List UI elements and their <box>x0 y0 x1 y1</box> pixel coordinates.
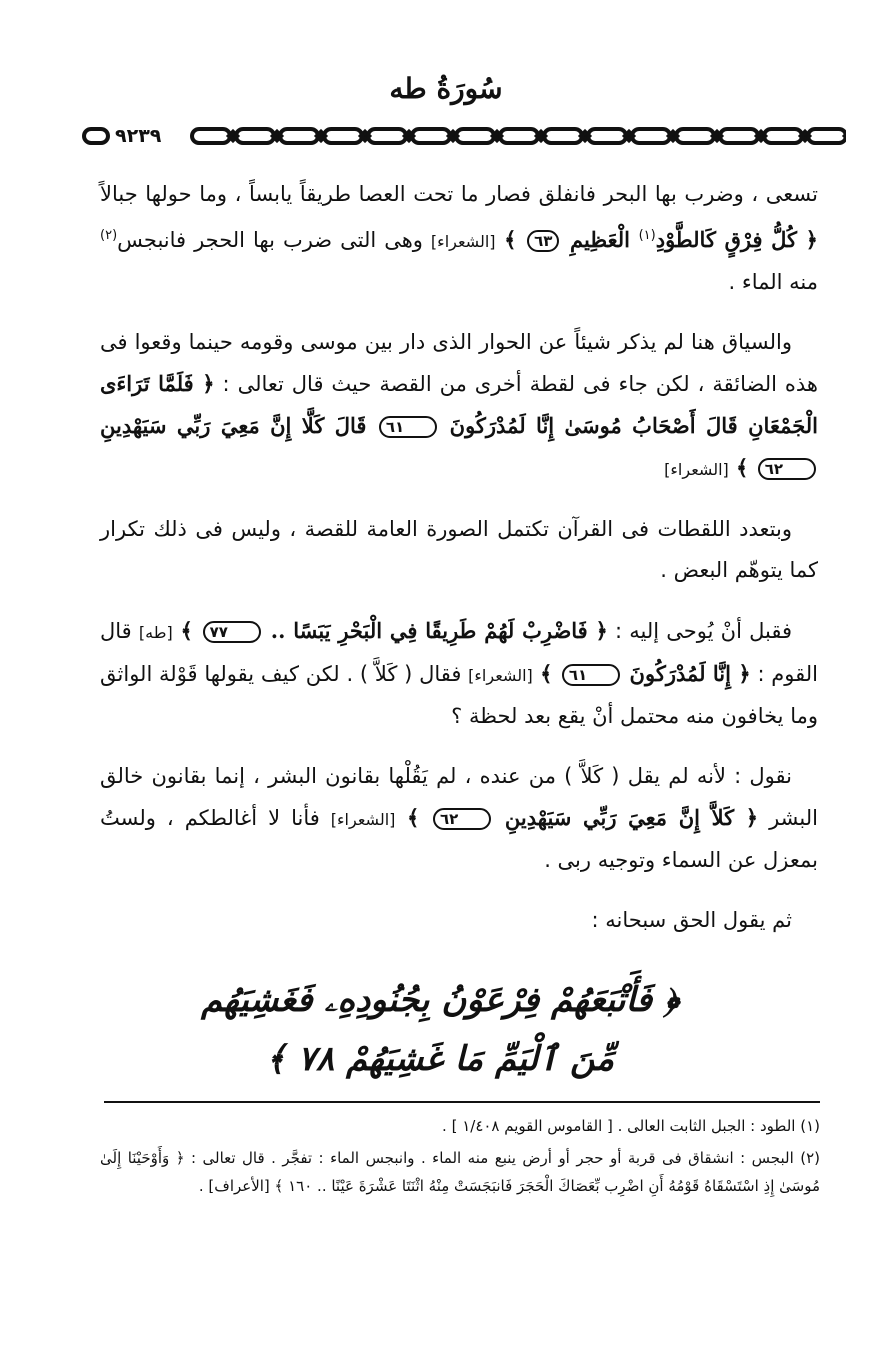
calligraphy-verse-line-1: ﴿ فَأَتْبَعَهُمْ فِرْعَوْنُ بِجُنُودِهِۦ فَغَشِيَهُم <box>201 980 679 1020</box>
quran-verse: ﴾ <box>172 618 201 643</box>
text-run: فقال ( كَلاَّ ) . لكن كيف يقولها قَوْلة الواثق وما يخافون منه محتمل أنْ يقع بعد لحظة ؟ <box>100 662 818 728</box>
footnote-text: الطود : الجبل الثابت العالى . [ القاموس القويم ١/٤٠٨ ] . <box>442 1117 796 1135</box>
surah-reference: [الشعراء] <box>468 666 533 685</box>
footnotes <box>100 1112 820 1204</box>
border-link <box>412 129 450 143</box>
ayah-number-badge: ٦١ <box>562 664 620 686</box>
main-text <box>100 174 818 960</box>
calligraphy-verse-line-2: مِّنَ ٱلْيَمِّ مَا غَشِيَهُمْ ٧٨ ﴾ <box>265 1039 615 1079</box>
paragraph <box>100 174 818 303</box>
border-link <box>544 129 582 143</box>
footnote-ref: (٢) <box>100 228 118 243</box>
quran-verse: ﴾ <box>532 661 560 686</box>
footnote-1 <box>100 1112 820 1140</box>
quran-verse: ﴿ فَلَمَّا تَرَاءَى الْجَمْعَانِ قَالَ أَصْحَابُ مُوسَىٰ إِنَّا لَمُدْرَكُونَ <box>100 371 819 438</box>
ayah-number-badge: ٦٢ <box>758 458 816 480</box>
page-number: ٩٢٣٩ <box>112 122 164 150</box>
text-run: فأنا لا أغالطكم ، ولستُ بمعزل عن السماء وتوجيه ربى . <box>100 806 818 872</box>
quran-verse: ﴿ كَلاَّ إِنَّ مَعِيَ رَبِّي سَيَهْدِينِ <box>493 805 759 830</box>
text-run: فقبل أنْ يُوحى إليه : <box>607 619 792 643</box>
text-run: قال القوم : <box>100 619 818 686</box>
paragraph <box>100 900 818 941</box>
decorative-border-strip <box>82 122 846 150</box>
border-link <box>500 129 538 143</box>
footnote-marker: (٢) <box>800 1149 820 1167</box>
quran-verse: الْعَظِيمِ <box>561 227 639 252</box>
border-link <box>280 129 318 143</box>
border-link <box>588 129 626 143</box>
surah-title: سُورَةُ طه <box>389 72 503 105</box>
footnote-divider <box>104 1101 820 1103</box>
paragraph <box>100 610 818 737</box>
quran-verse: ﴾ <box>495 227 526 252</box>
footnote-text: البجس : انشقاق فى قربة أو حجر أو أرض ينبع منه الماء . وانبجس الماء : تفجَّر . قال تعالى : ﴿ وَأَوْحَيْنَا إِلَىٰ مُوسَىٰ إِذِ اسْتَسْقَاهُ قَوْمُهُ أَنِ اضْرِب بِّعَصَاكَ الْحَجَرَ فَانبَجَسَتْ مِنْهُ اثْنَتَا عَشْرَةَ عَيْنًا .. ١٦٠ ﴾ [الأعراف] . <box>100 1149 820 1195</box>
quran-verse: ﴾ <box>728 455 756 480</box>
text-run: نقول : لأنه لم يقل ( كَلاَّ ) من عنده ، لم يَقُلْها بقانون البشر ، إنما بقانون خالق البشر <box>100 764 818 830</box>
text-run: والسياق هنا لم يذكر شيئاً عن الحوار الذى دار بين موسى وقومه حينما وقعوا فى هذه الضائقة ، لكن جاء فى لقطة أخرى من القصة حيث قال تعالى : <box>100 330 818 396</box>
surah-reference: [الشعراء] <box>664 460 729 479</box>
surah-reference: [طه] <box>138 623 173 642</box>
footnote-marker: (١) <box>800 1117 820 1135</box>
quran-verse: ﴿ كُلُّ فِرْقٍ كَالطَّوْدِ <box>655 227 818 252</box>
border-link <box>84 129 108 143</box>
border-link <box>720 129 758 143</box>
ayah-number-badge: ٦٣ <box>527 230 559 252</box>
border-link <box>676 129 714 143</box>
border-diamond <box>845 132 846 140</box>
ayah-number-badge: ٧٧ <box>203 621 261 643</box>
quran-verse: ﴿ إِنَّا لَمُدْرَكُونَ <box>622 661 751 686</box>
surah-reference: [الشعراء] <box>330 810 396 829</box>
border-link <box>764 129 802 143</box>
border-link <box>324 129 362 143</box>
paragraph <box>100 756 818 881</box>
ayah-number-badge: ٦١ <box>379 416 437 438</box>
text-run: منه الماء . <box>728 270 818 294</box>
footnote-ref: (١) <box>638 228 656 243</box>
quran-verse: قَالَ كَلَّا إِنَّ مَعِيَ رَبِّي سَيَهْدِينِ <box>100 413 377 438</box>
paragraph <box>100 509 818 591</box>
quran-verse: ﴾ <box>395 805 431 830</box>
text-run: وهى التى ضرب بها الحجر فانبجس <box>117 228 431 252</box>
border-link <box>368 129 406 143</box>
ayah-number-badge: ٦٢ <box>433 808 491 830</box>
border-link <box>456 129 494 143</box>
border-link <box>236 129 274 143</box>
footnote-2 <box>100 1144 820 1200</box>
border-link <box>192 129 230 143</box>
text-run: ثم يقول الحق سبحانه : <box>591 908 792 932</box>
quran-verse: ﴿ فَاضْرِبْ لَهُمْ طَرِيقًا فِي الْبَحْرِ يَبَسًا .. <box>262 618 608 643</box>
surah-reference: [الشعراء] <box>430 232 496 251</box>
text-run: وبتعدد اللقطات فى القرآن تكتمل الصورة العامة للقصة ، وليس فى ذلك تكرار كما يتوهّم البعض . <box>100 517 818 582</box>
paragraph <box>100 322 818 490</box>
border-link <box>808 129 846 143</box>
border-link <box>632 129 670 143</box>
text-run: تسعى ، وضرب بها البحر فانفلق فصار ما تحت العصا طريقاً يابساً ، وما حولها جبالاً <box>100 182 818 206</box>
